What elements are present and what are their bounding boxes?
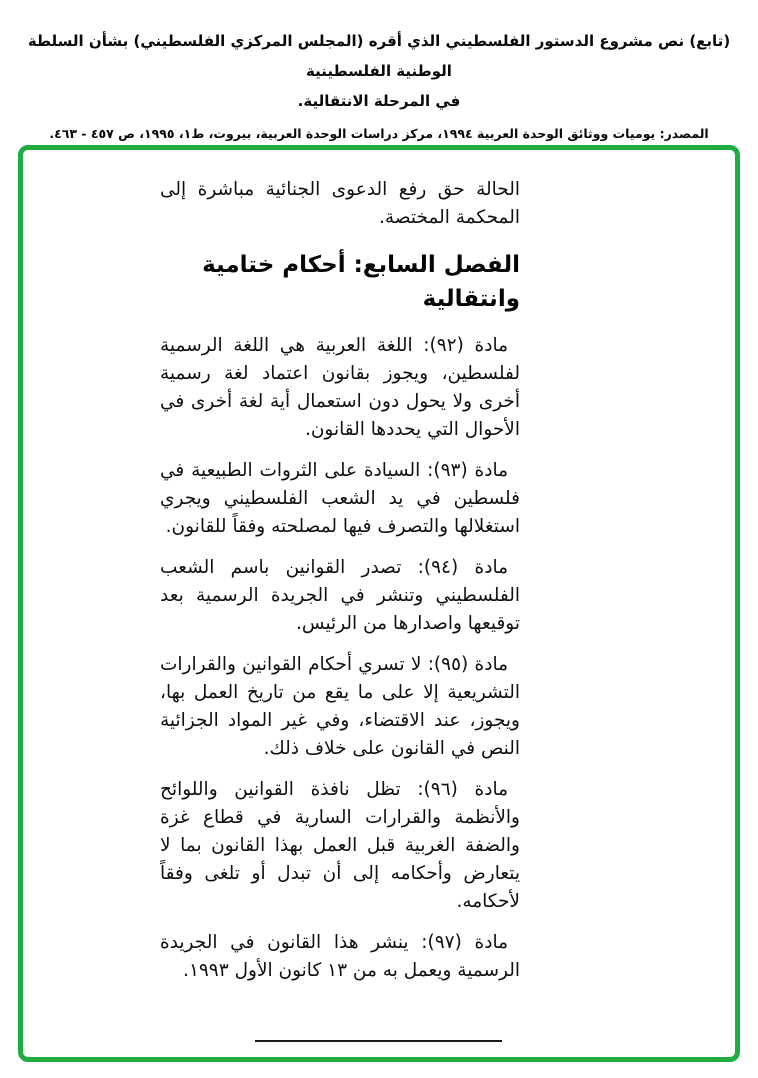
article-94-text: تصدر القوانين باسم الشعب الفلسطيني وتنشر في الجريدة الرسمية بعد توقيعها واصدارها من الرئيس. <box>160 557 520 634</box>
article-97-paragraph <box>160 929 520 985</box>
footer-separator-rule <box>255 1040 502 1042</box>
chapter-heading: الفصل السابع: أحكام ختامية وانتقالية <box>202 252 520 312</box>
article-96-text: تظل نافذة القوانين واللوائح والأنظمة والقرارات السارية في قطاع غزة والضفة الغربية قبل العمل بهذا القانون بما لا يتعارض وأحكامه إلى أن تبدل أو تلغى وفقاً لأحكامه. <box>160 779 520 912</box>
article-94-paragraph <box>160 554 520 638</box>
article-96-label: مادة (٩٦): <box>417 779 509 800</box>
article-94-label: مادة (٩٤): <box>417 557 508 578</box>
article-92-text: اللغة العربية هي اللغة الرسمية لفلسطين، ويجوز بقانون اعتماد لغة رسمية أخرى ولا يحول دون استعمال أية لغة أخرى في الأحوال التي يحددها القانون. <box>160 335 520 440</box>
article-95-text: لا تسري أحكام القوانين والقرارات التشريعية إلا على ما يقع من تاريخ العمل بها، ويجوز، عند الاقتضاء، وفي غير المواد الجزائية النص في القانون على خلاف ذلك. <box>160 654 520 759</box>
header-title-line2: في المرحلة الانتقالية. <box>297 92 461 110</box>
article-96-paragraph <box>160 776 520 916</box>
article-95-paragraph <box>160 651 520 763</box>
article-93-paragraph <box>160 457 520 541</box>
article-97-text: ينشر هذا القانون في الجريدة الرسمية ويعمل به من ١٣ كانون الأول ١٩٩٣. <box>160 932 520 981</box>
header-title-line1: (تابع) نص مشروع الدستور الفلسطيني الذي أقره (المجلس المركزي الفلسطيني) بشأن السلطة الوطنية الفلسطينية <box>27 32 731 80</box>
article-97-label: مادة (٩٧): <box>421 932 508 953</box>
article-92-paragraph <box>160 332 520 444</box>
continuation-paragraph: الحالة حق رفع الدعوى الجنائية مباشرة إلى المحكمة المختصة. <box>160 179 520 228</box>
header-source-citation: المصدر: يوميات ووثائق الوحدة العربية ١٩٩٤، مركز دراسات الوحدة العربية، بيروت، ط١، ١٩٩٥، ص ٤٥٧ - ٤٦٣. <box>49 126 709 141</box>
page-header <box>0 0 758 142</box>
article-92-label: مادة (٩٢): <box>423 335 508 356</box>
document-green-frame <box>18 145 740 1062</box>
document-body <box>23 150 735 1042</box>
article-93-label: مادة (٩٣): <box>427 460 508 481</box>
article-93-text: السيادة على الثروات الطبيعية في فلسطين في يد الشعب الفلسطيني ويجري استغلالها والتصرف فيها لمصلحته وفقاً للقانون. <box>160 460 520 537</box>
article-95-label: مادة (٩٥): <box>427 654 508 675</box>
